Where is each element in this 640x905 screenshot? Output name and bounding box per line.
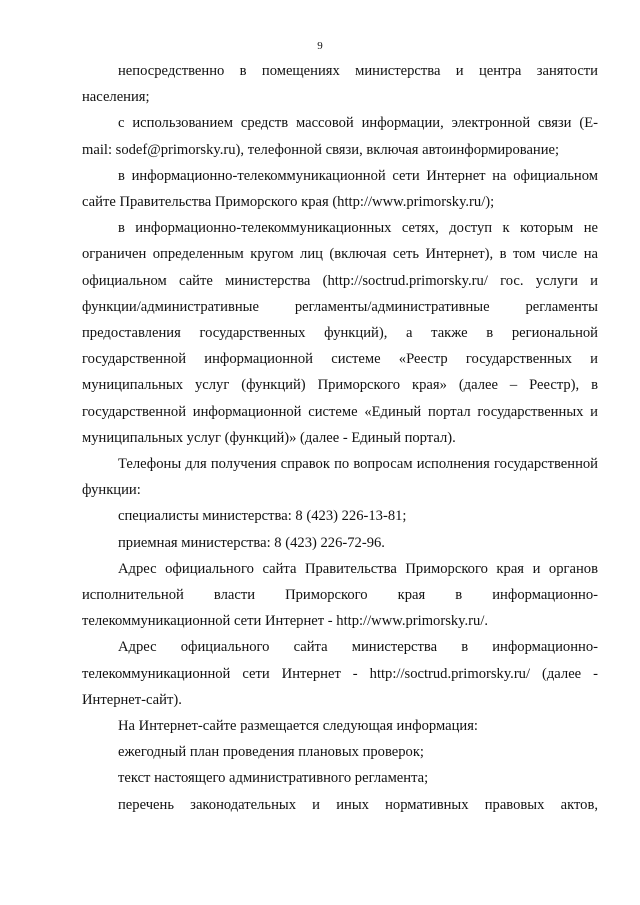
paragraph: с использованием средств массовой информации, электронной связи (E-mail: sodef@primorsky.ru), телефонной связи, включая автоинформирование; [82, 115, 598, 158]
paragraph: Телефоны для получения справок по вопросам исполнения государственной функции: [82, 456, 598, 499]
paragraph: Адрес официального сайта министерства в информационно-телекоммуникационной сети Интернет - http://soctrud.primorsky.ru/ (далее - Интернет-сайт). [82, 639, 598, 708]
paragraph: в информационно-телекоммуникационных сетях, доступ к которым не ограничен определенным кругом лиц (включая сеть Интернет), в том числе на официальном сайте министерства (http://soctrud.primorsky.ru/ гос. услуги и функции/административные регламенты/административные регламенты предоставления государственных функций), а также в региональной государственной информационной системе «Реестр государственных и муниципальных услуг (функций) Приморского края» (далее – Реестр), в государственной информационной системе «Единый портал государственных и муниципальных услуг (функций)» (далее - Единый портал). [82, 220, 598, 446]
paragraph: ежегодный план проведения плановых проверок; [118, 744, 424, 761]
paragraph: в информационно-телекоммуникационной сети Интернет на официальном сайте Правительства Приморского края (http://www.primorsky.ru/); [82, 167, 598, 211]
paragraph: непосредственно в помещениях министерства и центра занятости населения; [82, 63, 598, 106]
paragraph: На Интернет-сайте размещается следующая информация: [118, 718, 478, 735]
paragraph: перечень законодательных и иных нормативных правовых актов, [118, 796, 598, 813]
paragraph: специалисты министерства: 8 (423) 226-13-81; [118, 508, 407, 525]
paragraph: Адрес официального сайта Правительства Приморского края и органов исполнительной власти Приморского края в информационно-телекоммуникационной сети Интернет - http://www.primorsky.ru/. [82, 560, 598, 630]
paragraph: приемная министерства: 8 (423) 226-72-96. [118, 534, 385, 551]
document-body [82, 58, 598, 818]
paragraph: текст настоящего административного регламента; [118, 770, 429, 787]
page-number: 9 [317, 40, 323, 52]
